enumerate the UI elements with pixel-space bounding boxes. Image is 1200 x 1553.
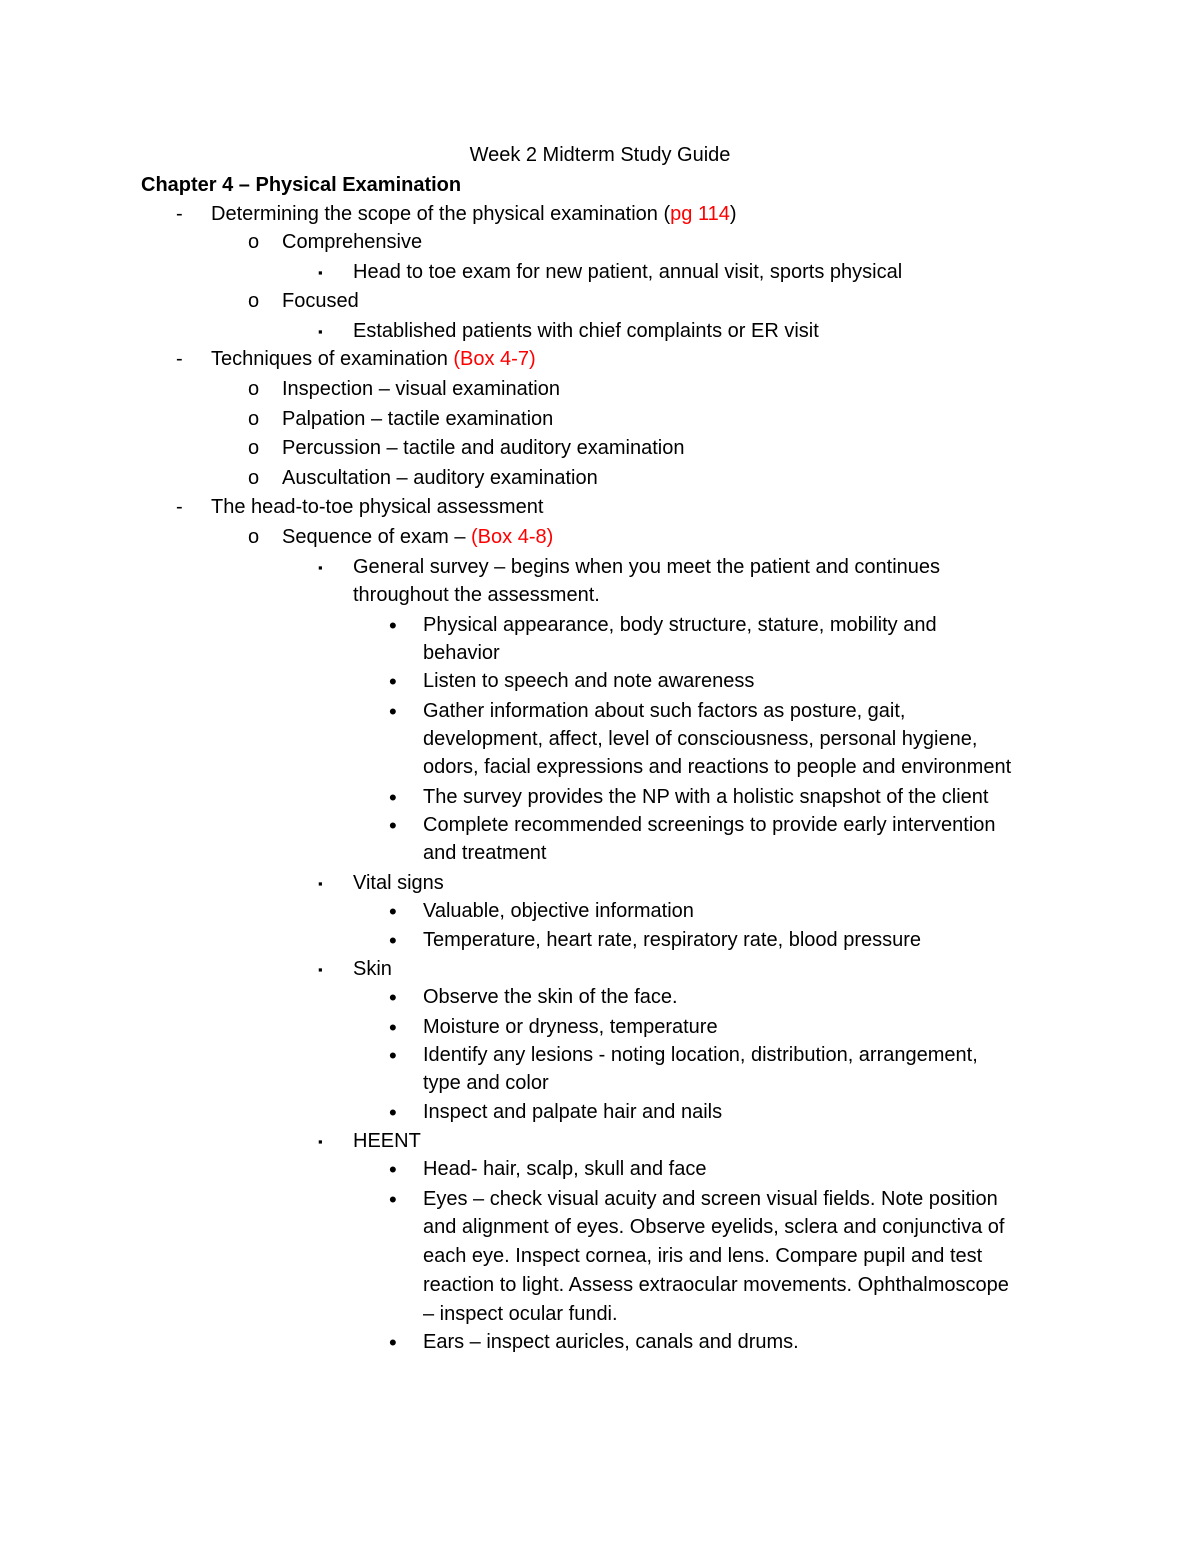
skin-bullet: Observe the skin of the face. [423,986,678,1008]
bullet-marker: • [389,1043,397,1068]
skin-bullet: Identify any lesions - noting location, distribution, arrangement, [423,1044,978,1066]
general-survey-bullet: Gather information about such factors as posture, gait, [423,700,906,722]
technique-item: Percussion – tactile and auditory examination [282,437,685,459]
general-survey-bullet: Physical appearance, body structure, stature, mobility and [423,614,937,636]
techniques-item [211,345,536,374]
dash-marker: - [176,496,183,518]
bullet-marker: • [389,669,397,694]
bullet-marker: • [389,785,397,810]
square-marker: ▪ [318,265,323,280]
heent-bullet: – inspect ocular fundi. [423,1303,618,1325]
bullet-marker: • [389,985,397,1010]
circle-marker: o [248,408,260,430]
general-survey-bullet: The survey provides the NP with a holistic snapshot of the client [423,786,989,808]
sequence-box-ref: (Box 4-8) [471,526,554,548]
vital-signs-bullet: Valuable, objective information [423,900,694,922]
bullet-marker: • [389,699,397,724]
general-survey-bullet: Complete recommended screenings to provide early intervention [423,814,996,836]
bullet-marker: • [389,1330,397,1355]
bullet-marker: • [389,928,397,953]
general-survey-line: General survey – begins when you meet the patient and continues [353,556,941,578]
technique-item: Palpation – tactile examination [282,408,554,430]
sequence-text: Sequence of exam – [282,526,472,548]
focused-item: Focused [282,290,359,312]
skin-bullet: Inspect and palpate hair and nails [423,1101,723,1123]
circle-marker: o [248,378,260,400]
comprehensive-item: Comprehensive [282,231,423,253]
document-title: Week 2 Midterm Study Guide [469,144,731,166]
skin-bullet: Moisture or dryness, temperature [423,1016,718,1038]
sequence-item [282,523,553,552]
heent-bullet: Ears – inspect auricles, canals and drums. [423,1331,799,1353]
circle-marker: o [248,437,260,459]
circle-marker: o [248,526,260,548]
technique-item: Auscultation – auditory examination [282,467,598,489]
techniques-text: Techniques of examination [211,348,454,370]
scope-text: Determining the scope of the physical examination ( [211,203,671,225]
scope-page-ref: pg 114 [670,203,730,225]
focused-detail: Established patients with chief complaints or ER visit [353,320,819,342]
head-to-toe-item: The head-to-toe physical assessment [211,496,544,518]
general-survey-line: throughout the assessment. [353,584,600,606]
bullet-marker: • [389,613,397,638]
bullet-marker: • [389,1187,397,1212]
circle-marker: o [248,231,260,253]
bullet-marker: • [389,1015,397,1040]
technique-item: Inspection – visual examination [282,378,560,400]
heent-bullet: Eyes – check visual acuity and screen visual fields. Note position [423,1188,998,1210]
square-marker: ▪ [318,1134,323,1149]
general-survey-bullet: development, affect, level of consciousness, personal hygiene, [423,728,978,750]
heent-bullet: and alignment of eyes. Observe eyelids, sclera and conjunctiva of [423,1216,1005,1238]
circle-marker: o [248,290,260,312]
dash-marker: - [176,348,183,370]
general-survey-bullet: and treatment [423,842,547,864]
scope-close: ) [729,203,737,225]
bullet-marker: • [389,899,397,924]
bullet-marker: • [389,813,397,838]
general-survey-bullet: Listen to speech and note awareness [423,670,755,692]
comprehensive-detail: Head to toe exam for new patient, annual visit, sports physical [353,261,903,283]
circle-marker: o [248,467,260,489]
square-marker: ▪ [318,324,323,339]
general-survey-bullet: odors, facial expressions and reactions to people and environment [423,756,1012,778]
heent-bullet: each eye. Inspect cornea, iris and lens. Compare pupil and test [423,1245,983,1267]
techniques-box-ref: (Box 4-7) [453,348,536,370]
square-marker: ▪ [318,876,323,891]
bullet-marker: • [389,1157,397,1182]
vital-signs-label: Vital signs [353,872,444,894]
square-marker: ▪ [318,560,323,575]
dash-marker: - [176,203,183,225]
skin-bullet: type and color [423,1072,549,1094]
bullet-marker: • [389,1100,397,1125]
heent-label: HEENT [353,1130,421,1152]
heent-bullet: Head- hair, scalp, skull and face [423,1158,707,1180]
heent-bullet: reaction to light. Assess extraocular movements. Ophthalmoscope [423,1274,1009,1296]
scope-item [211,200,737,229]
square-marker: ▪ [318,962,323,977]
skin-label: Skin [353,958,392,980]
general-survey-bullet: behavior [423,642,500,664]
chapter-heading: Chapter 4 – Physical Examination [141,174,462,196]
vital-signs-bullet: Temperature, heart rate, respiratory rate, blood pressure [423,929,922,951]
